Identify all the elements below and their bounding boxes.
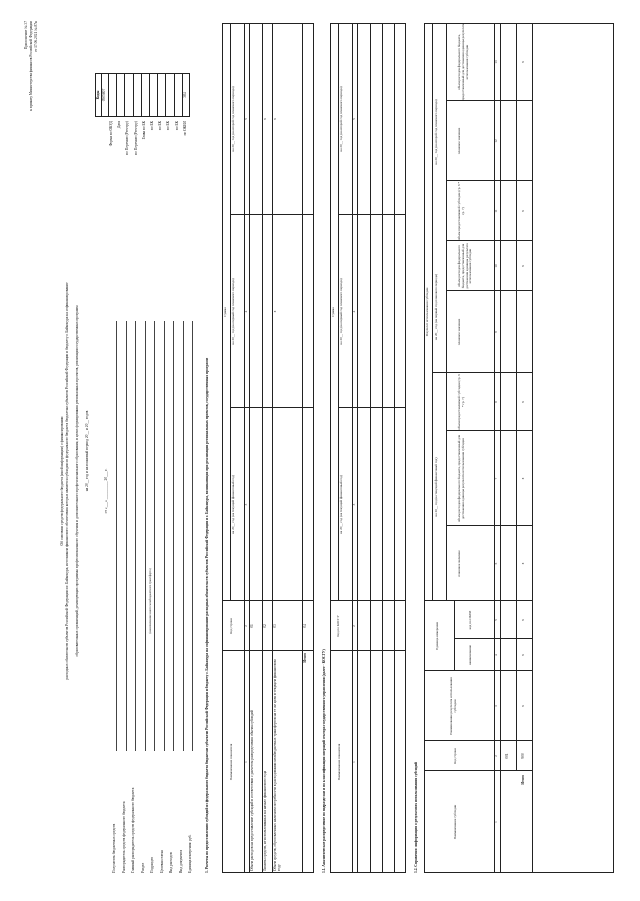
codes-row-divider	[124, 73, 125, 117]
s11-head-y1: на 20__ год (на первый год планового периода)	[339, 278, 343, 345]
s12-row-cell: х	[521, 654, 525, 656]
codes-box	[95, 73, 190, 117]
codes-row-label: Дата	[117, 121, 122, 129]
codes-row-label: по БК	[150, 121, 154, 131]
requisite-label: Получатель бюджетных средств	[112, 823, 116, 873]
s12-row-line	[532, 23, 533, 873]
s12-colnum: 11	[494, 209, 498, 213]
requisite-underline	[173, 321, 174, 751]
s11-head-code: Код по КОСГУ	[336, 615, 340, 637]
section11-title: 1.1. Аналитическое распределение по подразделам и по классификации операций сектора государственного управления (далее - КОСГУ)	[322, 649, 326, 873]
codes-row-divider	[141, 73, 142, 117]
s12-colnum: 10	[494, 264, 498, 268]
s12-head-y2: на 20__ год (на второй год планового периода)	[434, 99, 438, 165]
s11-row-line	[382, 23, 383, 873]
s11-head-y2: на 20__ год (на второй год планового периода)	[339, 86, 343, 152]
s1-col-line	[222, 650, 314, 651]
s12-colnum: 3	[494, 705, 498, 707]
s1-head-name: Наименование показателя	[229, 743, 233, 781]
s1-row-y2: х	[263, 118, 267, 120]
s12-colnum: 6	[494, 562, 498, 565]
s12-head-planned: плановое значение	[457, 550, 461, 577]
s12-head-share: объем расходов федерального бюджета, предоставленный для достижения единицы результата использования субсидии	[457, 434, 465, 523]
requisite-underline	[145, 321, 146, 751]
s12-row-code: 900	[521, 753, 525, 759]
s11-col-line	[338, 407, 406, 408]
requisite-underline	[183, 321, 184, 751]
codes-row-label: по Перечню (Реестру)	[125, 121, 130, 155]
s1-head-sum: Сумма	[223, 307, 227, 317]
s1-row-code: 03	[273, 624, 277, 628]
s12-row-cell: х	[521, 562, 525, 565]
s12-colnum: 1	[494, 821, 498, 823]
s12-head-unit-name: наименование	[468, 645, 472, 665]
codes-row-label: Форма по ОКУД	[109, 121, 113, 147]
s1-row-y2: х	[273, 118, 277, 120]
s12-row-cell: х	[521, 705, 525, 707]
s12-colnum: 13	[494, 60, 498, 64]
codes-row-divider	[108, 73, 109, 117]
codes-header: Коды	[96, 90, 100, 100]
s1-row-name: Объем расходов на предоставление субсидий в соответствии с расчетом распределения объема субсидий	[250, 710, 254, 871]
s12-colnum: 2	[494, 755, 498, 757]
s12-head-code: Код строки	[453, 748, 457, 764]
s12-head-share: объем расходов федерального бюджета, предоставленный для достижения единицы результата использования субсидии	[457, 243, 473, 289]
requisite-hint: (наименование иного межбюджетного трансферта)	[148, 568, 152, 634]
s12-row-label: Итого	[521, 775, 525, 785]
s11-colnum-bottom	[357, 23, 358, 873]
codes-row-divider	[174, 73, 175, 117]
s12-col-line	[424, 600, 532, 601]
s12-colnum: 4	[494, 654, 498, 656]
appendix-line-2: к приказу Министерства финансов Российской Федерации	[29, 21, 33, 111]
s12-col-line	[424, 670, 532, 671]
requisite-label: Раздел	[140, 862, 145, 873]
s12-row-cell: х	[521, 61, 525, 63]
s1-head-y1: на 20__ год (на первый год планового периода)	[231, 278, 235, 345]
s1-head-y0: на 20__ год (на текущий финансовый год)	[231, 475, 235, 534]
s1-row-line	[302, 23, 303, 873]
s1-colnum: 4	[244, 310, 248, 313]
s1-row-y1: х	[273, 310, 277, 313]
requisite-underline	[164, 321, 165, 751]
report-date-line: от «___» __________ 20___ г.	[104, 468, 108, 514]
requisite-label: Единица измерения: руб.	[188, 834, 192, 873]
s1-colnum: 1	[244, 761, 248, 763]
s1-row-code: 02	[263, 624, 267, 628]
requisite-label: Вид документа	[178, 849, 183, 873]
codes-row-label: по БК	[174, 121, 179, 131]
s1-head-y2: на 20__ год (на второй год планового периода)	[231, 86, 235, 152]
s12-head-share: объем расходов федерального бюджета, предоставленный для достижения единицы результата использования субсидии	[457, 23, 469, 101]
codes-row-divider	[149, 73, 150, 117]
appendix-line-1: Приложение № 37	[24, 21, 28, 50]
s11-colnum: 3	[352, 503, 356, 506]
codes-row-label: по БК	[166, 121, 171, 131]
section1-title: 1. Расчеты по предоставлению субсидий из федерального бюджета бюджетам субъектов Российской Федерации и бюджету г. Байконура на софинансирование расходных обязательств субъектов Российской Федерации и г. Байконура, возникающих при реализации региональных проектов, государственных программ	[205, 357, 209, 873]
codes-row-divider	[116, 73, 117, 117]
s12-col-line	[432, 372, 532, 373]
s1-row-code: 01	[250, 624, 254, 628]
s12-head-planned: плановое значение	[457, 318, 461, 346]
section12-title: 1.2. Справочно: информация о результатах использования субсидий	[414, 762, 418, 873]
s1-row-name: Лимиты средств, не использованных на начало финансового года	[263, 770, 267, 871]
title-line-3: образовательных организаций, реализующих программы профессионального обучения и дополнительного профессионального образования, в целях формирования региональных проектов, реализации государственных программ	[75, 305, 79, 657]
s12-row-cell: х	[521, 619, 525, 621]
s1-colnum: 2	[244, 625, 248, 627]
s12-head-unit: Единица измерения	[435, 622, 439, 650]
s1-colnum: 5	[244, 118, 248, 120]
s11-col-line	[338, 214, 406, 215]
s12-row-cell: х	[521, 401, 525, 403]
s1-row-name: Объем средств, обусловленных наличием потребности в расходовании межбюджетных трансфертов на те же цели в текущем финансовом году	[273, 659, 282, 871]
s1-head-code: Код строки	[229, 618, 233, 634]
s12-head-y1: на 20__ год (на первый год планового периода)	[434, 273, 438, 341]
s11-colnum: 2	[352, 625, 356, 627]
requisite-label: Главный распорядитель средств федерального бюджета	[131, 787, 135, 873]
s11-colnum: 4	[352, 310, 356, 313]
title-line-1: Об освоении средств федерального бюджета (иной информации) о финансировании	[60, 416, 64, 546]
s12-colnum: 9	[494, 331, 498, 333]
s12-row-cell: х	[521, 477, 525, 480]
title-period: на 20__ год и на плановый период 20__ и 20__ годов	[85, 410, 89, 492]
s1-col-line	[222, 600, 314, 601]
s12-result-divider	[432, 23, 433, 601]
s1-row-name: Итого	[303, 653, 307, 663]
codes-row-divider	[157, 73, 158, 117]
s1-colnum: 3	[244, 503, 248, 506]
title-line-2: расходных обязательств субъектов Российской Федерации и г. Байконура, источником финансового обеспечения которых являются субсидии из федерального бюджета бюджетам субъектов Российской Федерации и бюджету г. Байконура на софинансирование	[65, 282, 69, 680]
requisite-label: Распорядитель средств федерального бюджета	[121, 801, 126, 873]
codes-row-label: по БК	[158, 121, 163, 131]
codes-okud: 0505807	[102, 88, 106, 102]
codes-row-divider	[133, 73, 134, 117]
s12-head-results: Результат использования субсидии	[425, 287, 429, 337]
appendix-line-3: от 17.06.2021 № 87н	[34, 21, 38, 53]
s12-head-unit-okei: код по ОКЕИ	[468, 610, 472, 630]
requisite-label: Подраздел	[150, 856, 154, 873]
requisite-underline	[135, 321, 136, 751]
s12-colnum: 5	[494, 619, 498, 621]
codes-row-divider	[165, 73, 166, 117]
requisite-underline	[154, 321, 155, 751]
s12-head-y0: на 20__ год (на текущий финансовый год)	[434, 457, 438, 517]
s12-col-line	[424, 740, 532, 741]
s12-row-cell: х	[521, 210, 525, 212]
s12-col-line	[424, 770, 532, 771]
s12-colnum: 8	[494, 401, 498, 403]
s11-head-name: Наименование показателя	[337, 743, 341, 781]
s11-head-sum: Сумма	[331, 307, 335, 317]
s12-unit-divider	[454, 601, 455, 671]
s11-row-line	[394, 23, 395, 873]
s12-row-line	[516, 23, 517, 771]
section12-table	[424, 23, 614, 873]
s11-head-y0: на 20__ год (на текущий финансовый год)	[339, 475, 343, 534]
requisite-underline	[126, 321, 127, 751]
s1-row-code: 04	[303, 624, 307, 628]
requisite-label: Вид расходов	[169, 852, 173, 873]
requisite-underline	[116, 321, 117, 751]
requisite-label: Целевая статья	[159, 850, 164, 873]
requisite-underline	[192, 321, 193, 751]
s12-colnum: 12	[494, 139, 498, 143]
s12-colnum-bottom	[500, 23, 501, 873]
s12-head-planned: плановое значение	[457, 127, 461, 155]
s12-head-result: Наименование результата использования субсидии	[449, 677, 457, 735]
codes-row-label: по Перечню (Реестру)	[133, 121, 138, 155]
s11-row-line	[370, 23, 371, 873]
section1-table	[222, 23, 314, 873]
s12-year-divider	[446, 23, 447, 601]
s12-head-total: объем предоставляемой субсидии (гр. 6 * гр. 7)	[457, 181, 465, 241]
s12-head-name: Наименование субсидии	[453, 804, 457, 840]
codes-row-label: Глава по БК	[141, 121, 146, 140]
codes-row-value: 384	[182, 92, 187, 98]
s12-head-total: объем предоставляемой субсидии (гр. 6 * гр. 7)	[457, 374, 465, 430]
s12-row-code: 001	[505, 753, 509, 759]
codes-row-label: по ОКЕИ	[182, 121, 187, 136]
s11-colnum: 5	[352, 118, 356, 120]
s12-row-cell: х	[521, 265, 525, 267]
s11-colnum: 1	[352, 761, 356, 763]
s12-colnum: 7	[494, 477, 498, 480]
